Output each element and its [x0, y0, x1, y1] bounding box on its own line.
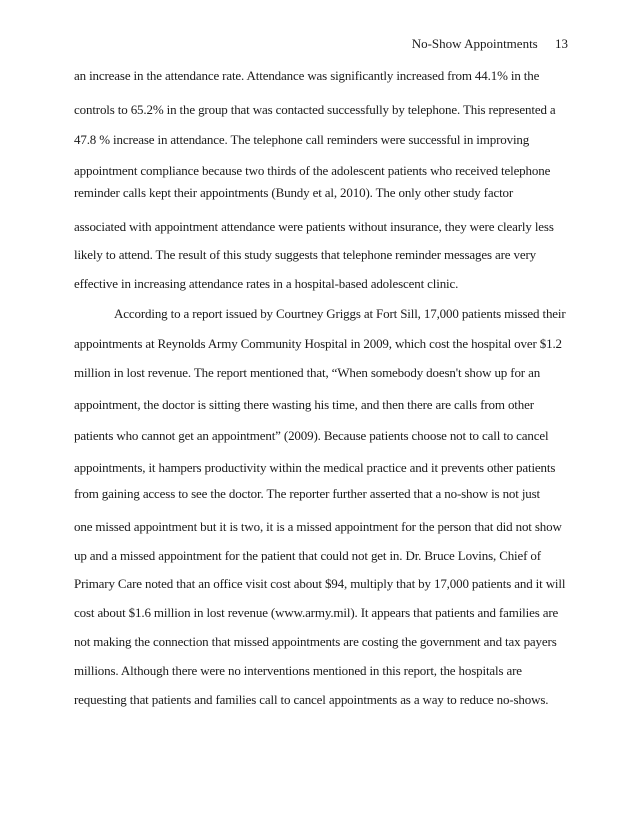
text-line: not making the connection that missed appointments are costing the government and tax payers [74, 634, 557, 649]
text-line: appointments, it hampers productivity within the medical practice and it prevents other patients [74, 460, 556, 475]
paragraph-first-line: According to a report issued by Courtney Griggs at Fort Sill, 17,000 patients missed their [114, 306, 566, 321]
text-line: million in lost revenue. The report mentioned that, “When somebody doesn't show up for an [74, 365, 541, 380]
text-line: appointment compliance because two thirds of the adolescent patients who received telephone [74, 163, 551, 178]
text-line: 47.8 % increase in attendance. The telephone call reminders were successful in improving [74, 132, 530, 147]
page-number: 13 [555, 36, 568, 51]
text-line: requesting that patients and families call to cancel appointments as a way to reduce no-shows. [74, 692, 549, 707]
text-line: effective in increasing attendance rates in a hospital-based adolescent clinic. [74, 276, 459, 291]
text-line: from gaining access to see the doctor. The reporter further asserted that a no-show is not just [74, 486, 541, 501]
text-line: controls to 65.2% in the group that was contacted successfully by telephone. This represented a [74, 102, 556, 117]
text-line: an increase in the attendance rate. Attendance was significantly increased from 44.1% in the [74, 68, 540, 83]
text-line: patients who cannot get an appointment” (2009). Because patients choose not to call to cancel [74, 428, 549, 443]
text-line: up and a missed appointment for the patient that could not get in. Dr. Bruce Lovins, Chief of [74, 548, 541, 563]
text-line: reminder calls kept their appointments (Bundy et al, 2010). The only other study factor [74, 185, 514, 200]
text-line: likely to attend. The result of this study suggests that telephone reminder messages are very [74, 247, 536, 262]
text-line: one missed appointment but it is two, it is a missed appointment for the person that did not show [74, 519, 562, 534]
text-line: millions. Although there were no interventions mentioned in this report, the hospitals are [74, 663, 522, 678]
text-line: associated with appointment attendance were patients without insurance, they were clearly less [74, 219, 554, 234]
text-line: appointment, the doctor is sitting there wasting his time, and then there are calls from other [74, 397, 534, 412]
text-line: cost about $1.6 million in lost revenue (www.army.mil). It appears that patients and families are [74, 605, 559, 620]
text-line: Primary Care noted that an office visit cost about $94, multiply that by 17,000 patients and it will [74, 576, 566, 591]
running-head [412, 36, 568, 52]
running-title: No-Show Appointments [411, 36, 538, 51]
text-line: appointments at Reynolds Army Community Hospital in 2009, which cost the hospital over $1.2 [74, 336, 562, 351]
